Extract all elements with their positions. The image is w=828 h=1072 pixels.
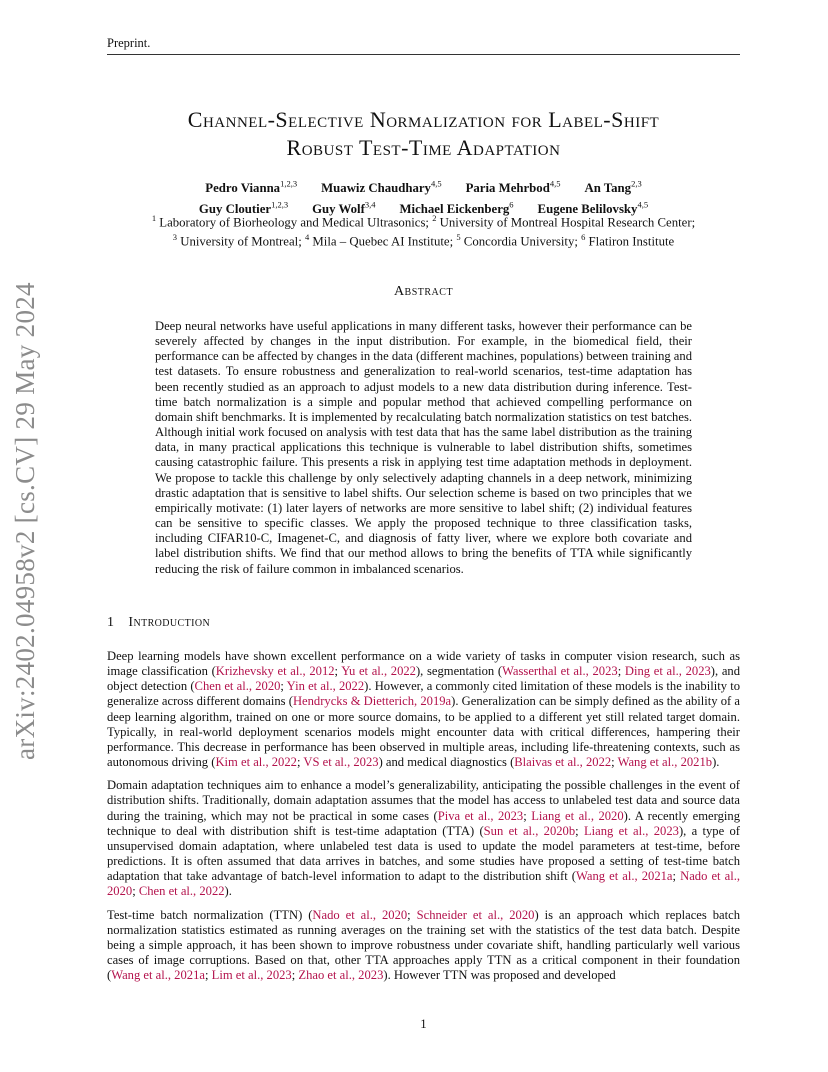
author-affiliation-marker: 1,2,3 bbox=[280, 179, 298, 189]
paragraph bbox=[107, 908, 740, 984]
author-name-text: Paria Mehrbod bbox=[465, 181, 550, 196]
paragraph-text: ; bbox=[575, 823, 584, 838]
affiliation-marker: 6 bbox=[581, 232, 586, 243]
affiliation-name: University of Montreal Hospital Research Center; bbox=[436, 215, 696, 230]
paragraph-text: ), a type of unsupervised domain adaptation, where unlabeled test data is used to update the model parameters at test-time, before predictions. It is often assumed that data arrives in batches, and some studies have proposed a setting of test-time batch adaptation that take advantage of batch-level information to adapt to the distribution shift ( bbox=[107, 823, 740, 884]
arxiv-identifier: arXiv:2402.04958v2 [cs.CV] 29 May 2024 bbox=[10, 282, 40, 760]
author-name bbox=[584, 181, 641, 195]
paragraph-text: ). Generalization can be simply defined as the ability of a deep learning algorithm, trained on one or more source domains, to be applied to a different yet still related target domain. Typically, in real-world deployment scenarios models might encounter data with critical differences, hampering their performance. This decrease in performance has been observed in multiple areas, including life-threatening contexts, such as autonomous driving ( bbox=[107, 694, 740, 770]
affiliation-marker: 5 bbox=[456, 232, 461, 243]
paragraph-text: ). bbox=[224, 884, 232, 899]
author-name-text: Pedro Vianna bbox=[205, 181, 281, 196]
citation-link[interactable]: Nado et al., 2020 bbox=[312, 907, 408, 922]
affiliation-line-1 bbox=[107, 211, 740, 230]
citation-link[interactable]: Zhao et al., 2023 bbox=[298, 968, 384, 983]
author-name bbox=[466, 181, 561, 195]
abstract-heading: Abstract bbox=[393, 284, 454, 299]
affiliation-name: Mila – Quebec AI Institute; bbox=[309, 234, 457, 249]
author-affiliation-marker: 4,5 bbox=[430, 179, 442, 189]
citation-link[interactable]: Nado et al., 2020 bbox=[107, 869, 740, 899]
paragraph-text: ). However TTN was proposed and developed bbox=[383, 968, 616, 983]
affiliation-marker: 3 bbox=[172, 232, 178, 243]
citation-link[interactable]: Blaivas et al., 2022 bbox=[514, 755, 612, 770]
paragraph-text: ; bbox=[611, 755, 618, 770]
author-affiliation-marker: 2,3 bbox=[631, 179, 642, 189]
affiliation-marker: 2 bbox=[432, 213, 437, 223]
affiliation-line-2 bbox=[107, 230, 740, 249]
paragraph-text: ; bbox=[204, 968, 212, 983]
affiliation-name: Flatiron Institute bbox=[585, 234, 675, 249]
title-line-1: Channel-Selective Normalization for Label-Shift bbox=[187, 107, 660, 132]
author-name-text: Eugene Belilovsky bbox=[537, 201, 638, 216]
paragraph-text: ; bbox=[132, 884, 139, 899]
citation-link[interactable]: Hendrycks & Dietterich, 2019a bbox=[292, 694, 452, 709]
citation-link[interactable]: Yu et al., 2022 bbox=[341, 664, 416, 679]
paragraph-text: ), and object detection ( bbox=[107, 664, 741, 694]
citation-link[interactable]: Kim et al., 2022 bbox=[215, 755, 297, 770]
paragraph-text: ; bbox=[291, 968, 299, 983]
page-number: 1 bbox=[420, 1017, 427, 1031]
citation-link[interactable]: Wasserthal et al., 2023 bbox=[502, 664, 618, 679]
citation-link[interactable]: Schneider et al., 2020 bbox=[416, 907, 535, 922]
paragraph bbox=[107, 778, 740, 899]
author-name bbox=[205, 181, 297, 195]
citation-link[interactable]: Liang et al., 2020 bbox=[531, 808, 624, 823]
author-name-text: Michael Eickenberg bbox=[399, 201, 510, 216]
affiliation-marker: 4 bbox=[304, 232, 310, 243]
paragraph-text: ). bbox=[712, 755, 720, 770]
author-name-text: Guy Cloutier bbox=[198, 201, 272, 216]
section-heading bbox=[107, 615, 210, 631]
paragraph-text: ). However, a commonly cited limitation of these models is the inability to generalize across different domains ( bbox=[107, 679, 740, 709]
title-line-2: Robust Test-Time Adaptation bbox=[286, 135, 561, 160]
author-affiliation-marker: 1,2,3 bbox=[271, 199, 289, 210]
author-affiliation-marker: 6 bbox=[509, 199, 514, 210]
paragraph-text: ; bbox=[296, 755, 304, 770]
author-affiliation-marker: 4,5 bbox=[549, 179, 561, 189]
running-header: Preprint. bbox=[107, 36, 740, 55]
citation-link[interactable]: Lim et al., 2023 bbox=[211, 968, 292, 983]
affiliation-name: Concordia University; bbox=[460, 234, 582, 249]
paragraph-text: ; bbox=[407, 907, 417, 922]
paragraph-text: ; bbox=[672, 869, 681, 884]
citation-link[interactable]: Krizhevsky et al., 2012 bbox=[215, 664, 335, 679]
citation-link[interactable]: Yin et al., 2022 bbox=[286, 679, 365, 694]
affiliations bbox=[107, 211, 740, 250]
paragraph-text: ; bbox=[334, 664, 342, 679]
paragraph-text: Domain adaptation techniques aim to enhance a model’s generalizability, anticipating the possible challenges in the event of distribution shifts. Traditionally, domain adaptation assumes that the model has access to unlabeled test data and source data during the training, which may not be practical in some cases ( bbox=[107, 778, 740, 823]
citation-link[interactable]: Wang et al., 2021a bbox=[111, 968, 205, 983]
paragraph-text: ; bbox=[280, 679, 287, 694]
citation-link[interactable]: Chen et al., 2022 bbox=[138, 884, 225, 899]
paragraph-text: Deep learning models have shown excellent performance on a wide variety of tasks in computer vision research, such as image classification ( bbox=[107, 649, 740, 679]
citation-link[interactable]: Piva et al., 2023 bbox=[437, 808, 524, 823]
citation-link[interactable]: Liang et al., 2023 bbox=[583, 823, 679, 838]
citation-link[interactable]: Chen et al., 2020 bbox=[194, 679, 281, 694]
paragraph-text: Test-time batch normalization (TTN) ( bbox=[107, 907, 313, 922]
paragraph bbox=[107, 649, 740, 770]
paragraph-text: ) is an approach which replaces batch normalization statistics estimated as running averages on the training set with the statistics of the test data batch. Despite being a simple approach, it has been shown to improve robustness under covariate shift, handling particularly well various cases of image corruptions. Based on that, other TTA approaches apply TTN as a critical component in their foundation ( bbox=[107, 907, 741, 983]
citation-link[interactable]: Wang et al., 2021a bbox=[576, 869, 673, 884]
abstract-text: Deep neural networks have useful applications in many different tasks, however their performance can be severely affected by changes in the input distribution. For example, in the biomedical field, their performance can be affected by changes in the data (different machines, populations) between training and test datasets. To ensure robustness and generalization to real-world scenarios, test-time adaptation has been recently studied as an approach to adjust models to a new data distribution during inference. Test-time batch normalization is a simple and popular method that achieved compelling performance on domain shift benchmarks. It is implemented by recalculating batch normalization statistics on test batches. Although initial work focused on analysis with test data that has the same label distribution as the training data, in many practical applications this technique is vulnerable to label distribution shifts, sometimes causing catastrophic failure. This presents a risk in applying test time adaptation methods in deployment. We propose to tackle this challenge by only selectively adapting channels in a deep network, minimizing drastic adaptation that is sensitive to label shifts. Our selection scheme is based on two principles that we empirically motivate: (1) later layers of networks are more sensitive to label shift; (2) individual features can be sensitive to specific classes. We apply the proposed technique to three classification tasks, including CIFAR10-C, Imagenet-C, and diagnosis of fatty liver, where we explore both covariate and label distribution shifts. We find that our method allows to bring the benefits of TTA while significantly reducing the risk of failure common in imbalanced scenarios. bbox=[155, 319, 692, 576]
paragraph-text: ). A recently emerging technique to deal with distribution shift is test-time adaptation (TTA) ( bbox=[107, 808, 741, 838]
affiliation-marker: 1 bbox=[151, 213, 157, 223]
citation-link[interactable]: Sun et al., 2020b bbox=[483, 823, 576, 838]
paragraph-text: ; bbox=[523, 808, 532, 823]
author-affiliation-marker: 4,5 bbox=[637, 199, 649, 210]
citation-link[interactable]: Wang et al., 2021b bbox=[617, 755, 713, 770]
author-affiliation-marker: 3,4 bbox=[364, 199, 376, 210]
author-name-text: An Tang bbox=[584, 181, 632, 196]
citation-link[interactable]: Ding et al., 2023 bbox=[624, 664, 711, 679]
author-name bbox=[321, 181, 441, 195]
paragraph-text: ) and medical diagnostics ( bbox=[378, 755, 515, 770]
section-number: 1 bbox=[107, 615, 115, 630]
author-row-1 bbox=[107, 176, 740, 196]
section-title: Introduction bbox=[128, 615, 211, 630]
affiliation-name: Laboratory of Biorheology and Medical Ultrasonics; bbox=[156, 215, 433, 230]
author-name-text: Muawiz Chaudhary bbox=[321, 181, 431, 196]
paragraph-text: ; bbox=[617, 664, 625, 679]
paragraph-text: ), segmentation ( bbox=[415, 664, 503, 679]
citation-link[interactable]: VS et al., 2023 bbox=[303, 755, 379, 770]
affiliation-name: University of Montreal; bbox=[177, 234, 305, 249]
author-name-text: Guy Wolf bbox=[312, 201, 365, 216]
paper-title bbox=[107, 106, 740, 162]
body-text bbox=[107, 649, 740, 991]
